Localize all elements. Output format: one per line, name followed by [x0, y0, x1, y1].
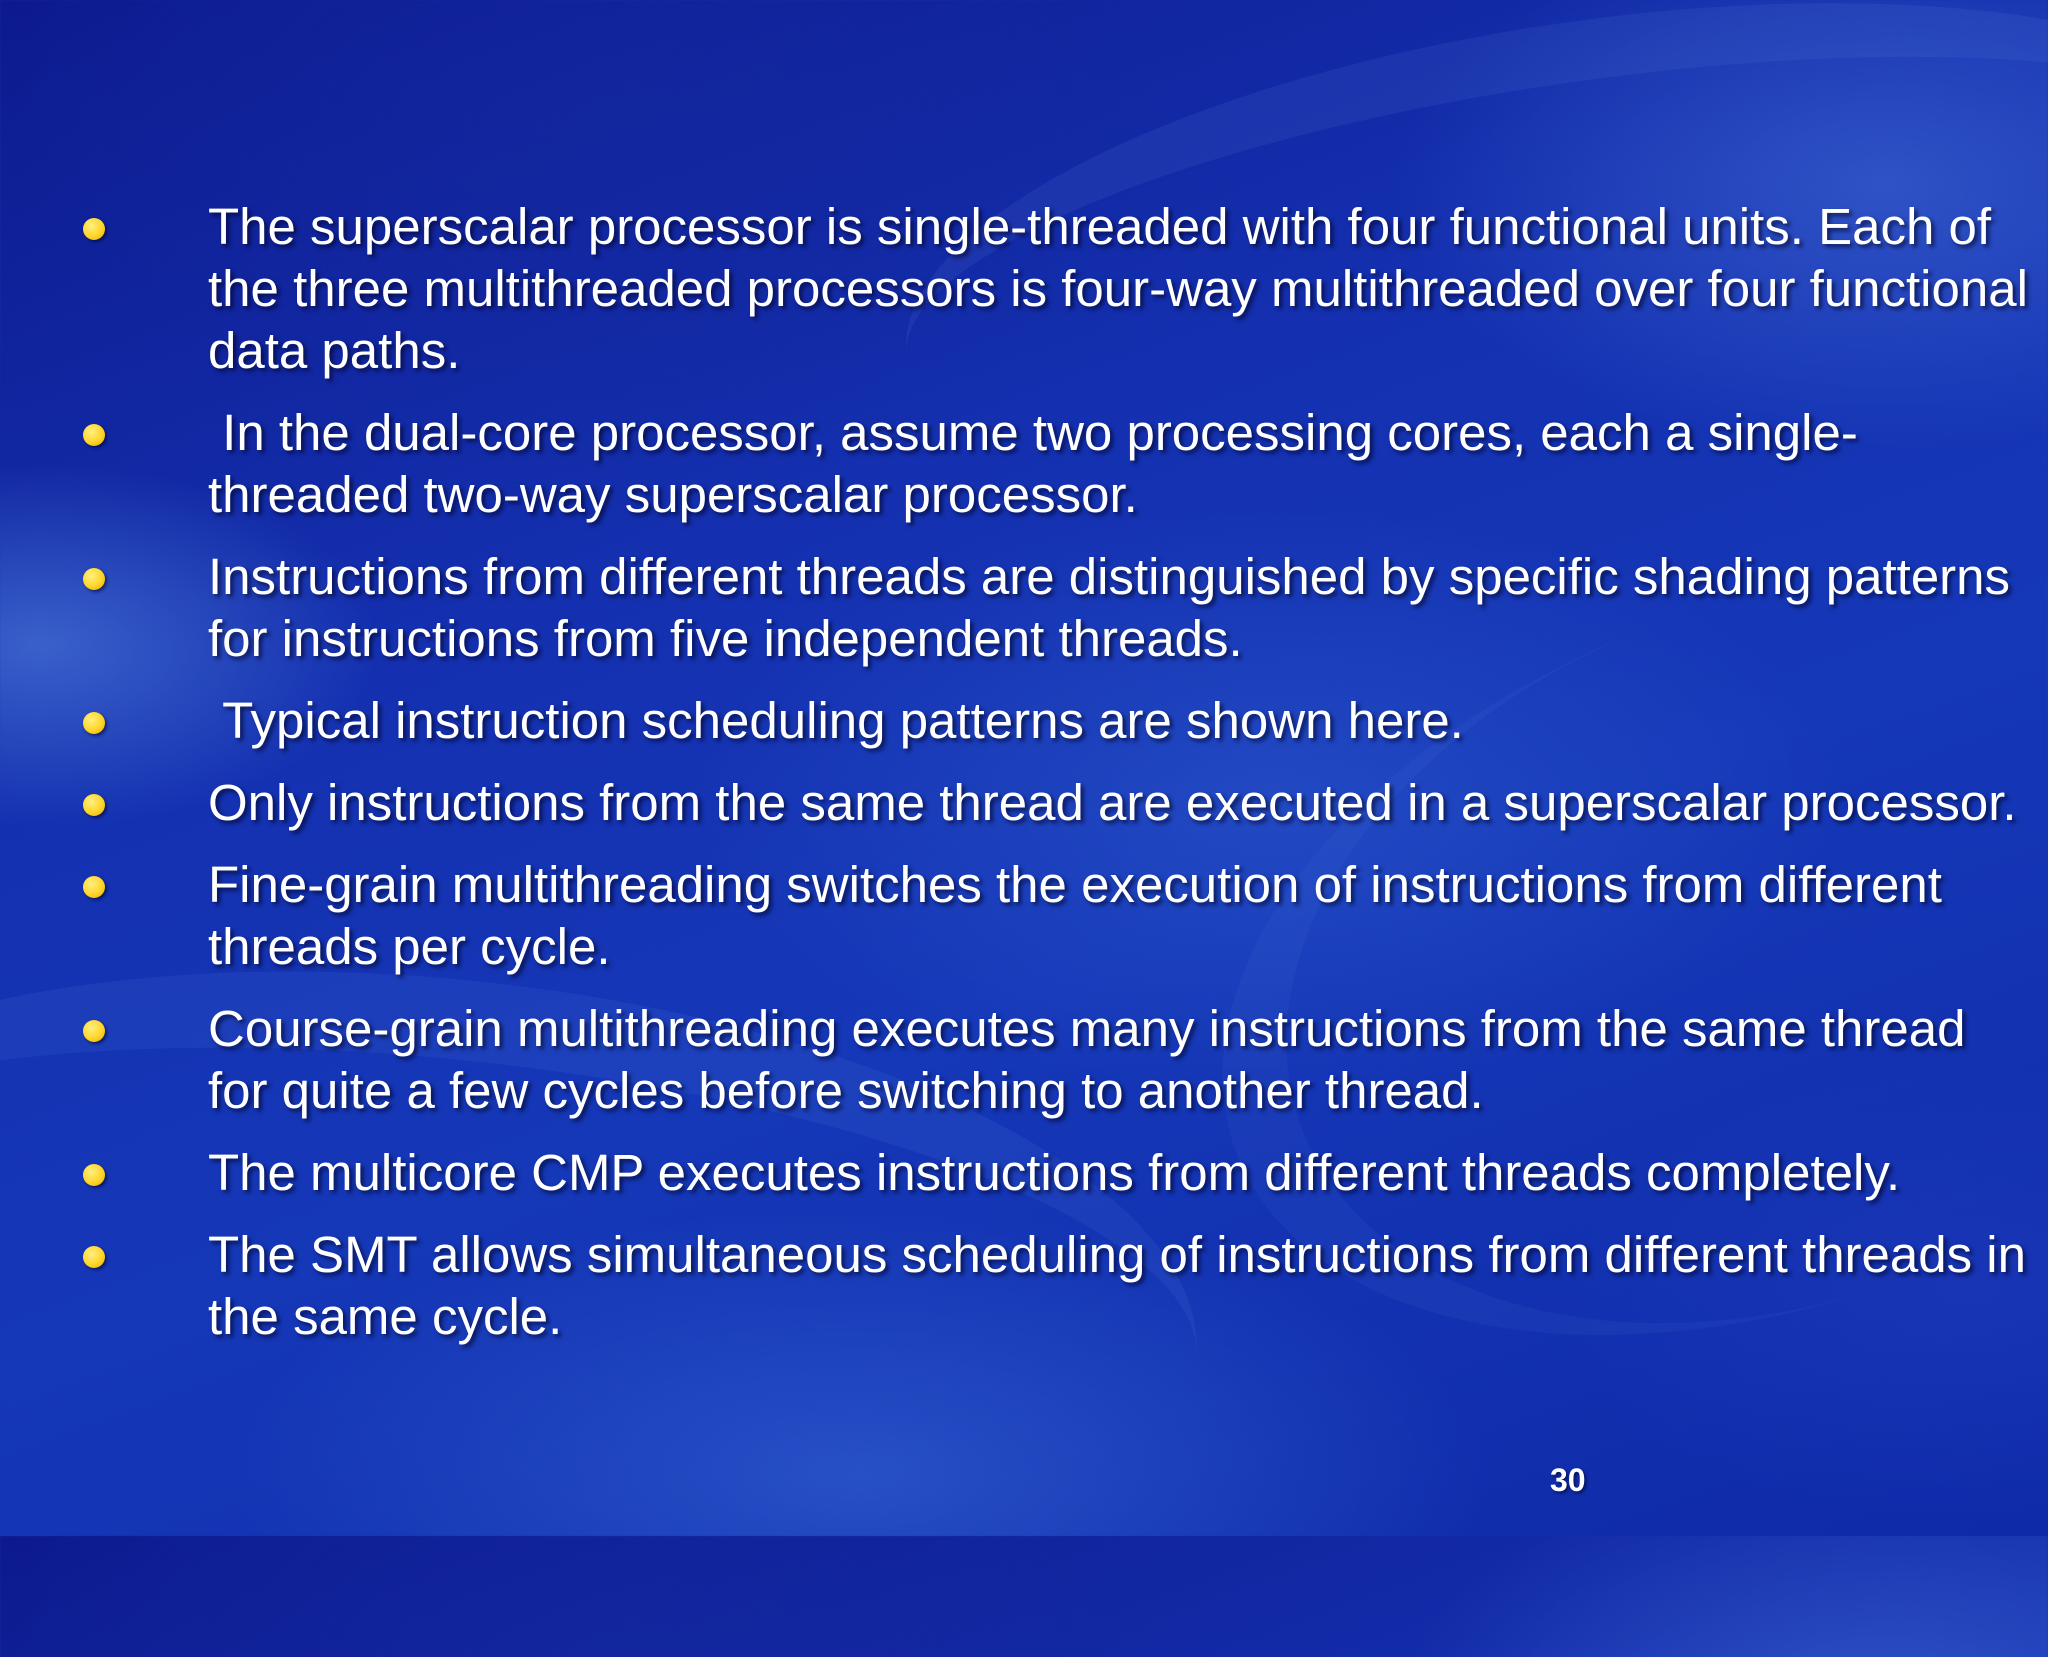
bullet-list — [0, 196, 2048, 1368]
bullet-item — [0, 998, 2048, 1122]
bullet-text: Instructions from different threads are distinguished by specific shading patterns for instructions from five independent threads. — [208, 548, 2025, 667]
bullet-dot-icon — [83, 424, 105, 446]
bullet-text: Typical instruction scheduling patterns are shown here. — [208, 692, 1464, 749]
bullet-dot-icon — [83, 1020, 105, 1042]
bullet-text: Only instructions from the same thread are executed in a superscalar processor. — [208, 774, 2017, 831]
bullet-dot-icon — [83, 712, 105, 734]
bullet-dot-icon — [83, 1164, 105, 1186]
bullet-item — [0, 854, 2048, 978]
bullet-item — [0, 690, 2048, 752]
bullet-dot-icon — [83, 876, 105, 898]
bullet-text: The superscalar processor is single-threaded with four functional units. Each of the three multithreaded processors is four-way multithreaded over four functional data paths. — [208, 198, 2043, 379]
bullet-item — [0, 772, 2048, 834]
bullet-text: Course-grain multithreading executes many instructions from the same thread for quite a few cycles before switching to another thread. — [208, 1000, 1980, 1119]
bullet-dot-icon — [83, 1246, 105, 1268]
bullet-dot-icon — [83, 568, 105, 590]
bullet-item — [0, 1224, 2048, 1348]
bullet-item — [0, 1142, 2048, 1204]
bullet-text: The multicore CMP executes instructions from different threads completely. — [208, 1144, 1901, 1201]
bullet-text: The SMT allows simultaneous scheduling of instructions from different threads in the same cycle. — [208, 1226, 2041, 1345]
bullet-item — [0, 196, 2048, 382]
bullet-item — [0, 546, 2048, 670]
bullet-dot-icon — [83, 794, 105, 816]
bullet-dot-icon — [83, 218, 105, 240]
bullet-text: In the dual-core processor, assume two processing cores, each a single-threaded two-way superscalar processor. — [208, 404, 1858, 523]
bullet-text: Fine-grain multithreading switches the execution of instructions from different threads per cycle. — [208, 856, 1957, 975]
bullet-item — [0, 402, 2048, 526]
page-number: 30 — [1550, 1462, 1586, 1498]
